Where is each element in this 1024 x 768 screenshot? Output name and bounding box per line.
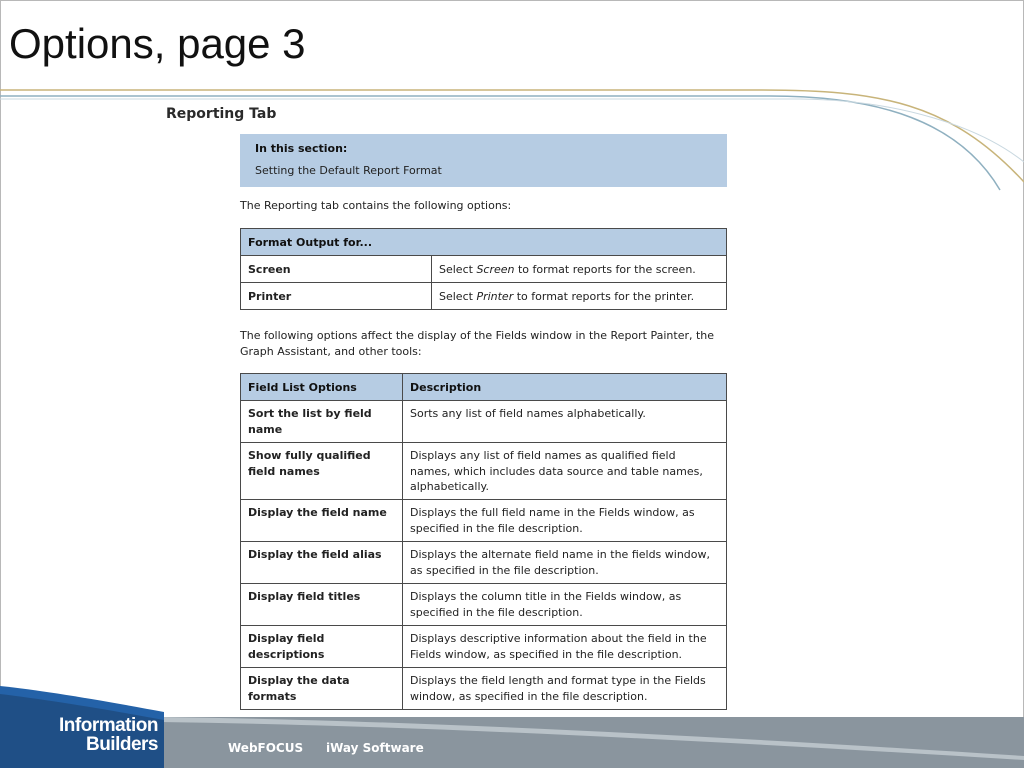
option-name: Display field descriptions [241, 626, 403, 668]
option-description: Select Printer to format reports for the printer. [432, 283, 727, 310]
table-row [241, 283, 727, 310]
footer-product-webfocus: WebFOCUS [228, 741, 304, 755]
column-header: Description [403, 374, 727, 401]
option-name: Show fully qualified field names [241, 443, 403, 500]
intro-paragraph: The Reporting tab contains the following options: [240, 199, 512, 212]
table-row [241, 401, 727, 443]
table-header: Format Output for... [241, 229, 727, 256]
section-heading: Reporting Tab [166, 106, 277, 122]
option-name: Screen [241, 256, 432, 283]
option-name: Sort the list by field name [241, 401, 403, 443]
option-name: Display the field alias [241, 542, 403, 584]
option-name: Display the field name [241, 500, 403, 542]
field-list-options-table [240, 373, 727, 710]
option-name: Display the data formats [241, 668, 403, 710]
option-description: Displays the column title in the Fields window, as specified in the file description. [403, 584, 727, 626]
column-header: Field List Options [241, 374, 403, 401]
in-this-section-box [240, 134, 727, 187]
table-header-row [241, 374, 727, 401]
option-description: Displays any list of field names as qualified field names, which includes data source and table names, alphabetically. [403, 443, 727, 500]
table-row [241, 584, 727, 626]
option-description: Displays the alternate field name in the fields window, as specified in the file description. [403, 542, 727, 584]
slide-title: Options, page 3 [9, 20, 306, 67]
option-description: Select Screen to format reports for the screen. [432, 256, 727, 283]
table-row [241, 256, 727, 283]
table-row [241, 500, 727, 542]
fields-intro-paragraph: The following options affect the display of the Fields window in the Report Painter, the Graph Assistant, and other tools: [240, 329, 715, 358]
table-header-row [241, 229, 727, 256]
format-output-table [240, 228, 727, 310]
information-builders-logo: Information Builders [59, 715, 158, 755]
option-description: Displays the full field name in the Fields window, as specified in the file description. [403, 500, 727, 542]
table-row [241, 443, 727, 500]
table-row [241, 626, 727, 668]
section-link-default-report-format[interactable]: Setting the Default Report Format [255, 164, 442, 177]
table-row [241, 542, 727, 584]
in-this-section-heading: In this section: [255, 142, 348, 155]
footer-product-iway: iWay Software [326, 741, 424, 755]
option-name: Display field titles [241, 584, 403, 626]
option-description: Displays the field length and format type in the Fields window, as specified in the file description. [403, 668, 727, 710]
option-name: Printer [241, 283, 432, 310]
option-description: Displays descriptive information about the field in the Fields window, as specified in the file description. [403, 626, 727, 668]
option-description: Sorts any list of field names alphabetically. [403, 401, 727, 443]
